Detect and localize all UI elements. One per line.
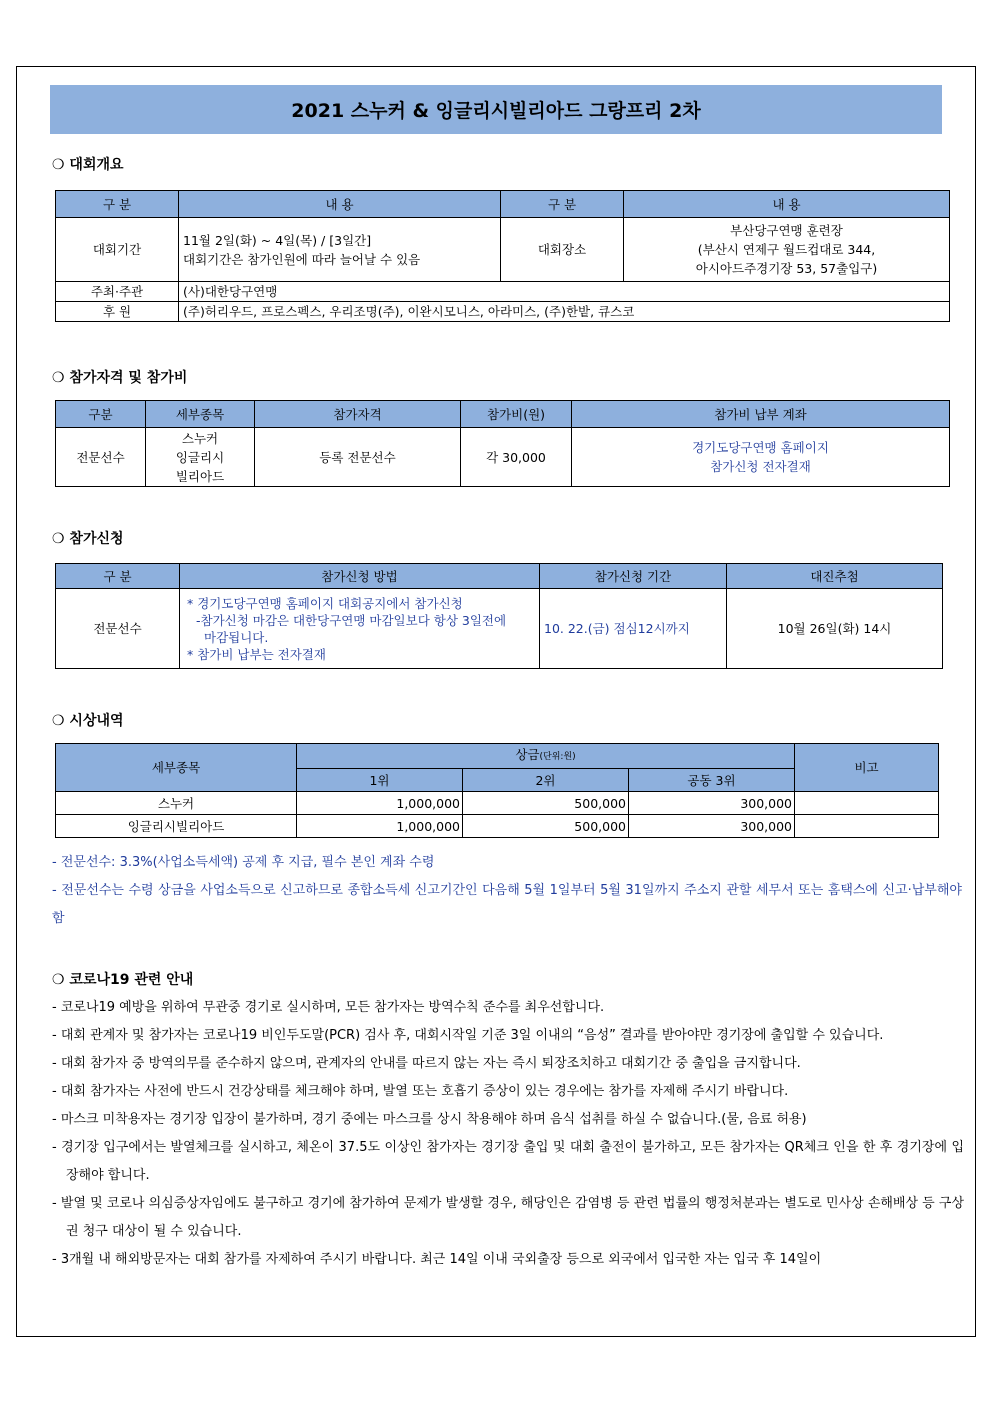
prize-second: 500,000 [463, 815, 629, 838]
document-title: 2021 스누커 & 잉글리시빌리아드 그랑프리 2차 [50, 85, 942, 134]
overview-heading: ❍ 대회개요 [52, 157, 124, 173]
payment-line: 경기도당구연맹 홈페이지 [692, 440, 829, 455]
eligibility-payment [572, 428, 950, 487]
eligibility-header-category: 구분 [56, 401, 146, 428]
covid-list [52, 994, 964, 1274]
prizes-header-note: 비고 [795, 744, 939, 792]
prize-unit: (단위:원) [539, 752, 576, 762]
prize-notes [52, 849, 962, 933]
registration-category: 전문선수 [56, 589, 180, 669]
period-line: 11월 2일(화) ~ 4일(목) / [3일간] [183, 232, 372, 248]
method-line: 마감됩니다. [204, 629, 269, 645]
list-item: - 경기장 입구에서는 발열체크를 실시하고, 체온이 37.5도 이상인 참가자는 경기장 출입 및 대회 출전이 불가하고, 모든 참가자는 QR체크 인을 한 후 경기장에 입장해야 합니다. [52, 1140, 964, 1183]
event-line: 잉글리시 [175, 449, 225, 465]
registration-header-draw: 대진추첨 [727, 564, 943, 589]
venue-value [624, 218, 950, 282]
event-line: 스누커 [181, 430, 219, 446]
registration-table [55, 563, 943, 669]
venue-line: 부산당구연맹 훈련장 [730, 223, 843, 238]
list-item: - 발열 및 코로나 의심증상자임에도 불구하고 경기에 참가하여 문제가 발생할 경우, 해당인은 감염병 등 관련 법률의 행정처분과는 별도로 민사상 손해배상 등 구상권 청구 대상이 될 수 있습니다. [52, 1196, 964, 1239]
registration-header-method: 참가신청 방법 [180, 564, 540, 589]
sponsor-value: (주)허리우드, 프로스펙스, 우리조명(주), 이완시모니스, 아라미스, (주)한밭, 큐스코 [179, 302, 950, 322]
venue-line: 아시아드주경기장 53, 57출입구) [695, 261, 878, 276]
table-row [56, 792, 939, 815]
eligibility-header-payment: 참가비 납부 계좌 [572, 401, 950, 428]
prize-third: 300,000 [629, 815, 795, 838]
overview-header-category: 구 분 [56, 191, 179, 218]
method-line: * 경기도당구연맹 홈페이지 대회공지에서 참가신청 [187, 595, 463, 611]
prize-first: 1,000,000 [297, 815, 463, 838]
list-item: - 3개월 내 해외방문자는 대회 참가를 자제하여 주시기 바랍니다. 최근 14일 이내 국외출장 등으로 외국에서 입국한 자는 입국 후 14일이 [52, 1252, 822, 1267]
list-item: - 대회 참가자 중 방역의무를 준수하지 않으며, 관계자의 안내를 따르지 않는 자는 즉시 퇴장조치하고 대회기간 중 출입을 금지합니다. [52, 1056, 801, 1071]
method-line: -참가신청 마감은 대한당구연맹 마감일보다 항상 3일전에 [196, 612, 507, 628]
prizes-heading: ❍ 시상내역 [52, 713, 124, 729]
venue-line: (부산시 연제구 월드컵대로 344, [697, 242, 876, 257]
prize-second: 500,000 [463, 792, 629, 815]
rank-header-third: 공동 3위 [629, 769, 795, 792]
prize-note-line: - 전문선수는 수령 상금을 사업소득으로 신고하므로 종합소득세 신고기간인 다음해 5월 1일부터 5월 31일까지 주소지 관할 세무서 또는 홈택스에 신고·납부해야 함 [52, 883, 962, 926]
overview-header-category-2: 구 분 [501, 191, 624, 218]
eligibility-fee: 각 30,000 [461, 428, 572, 487]
prize-note [795, 815, 939, 838]
period-label: 대회기간 [56, 218, 179, 282]
covid-heading: ❍ 코로나19 관련 안내 [52, 972, 194, 988]
eligibility-header-fee: 참가비(원) [461, 401, 572, 428]
list-item: - 대회 참가자는 사전에 반드시 건강상태를 체크해야 하며, 발열 또는 호흡기 증상이 있는 경우에는 참가를 자제해 주시기 바랍니다. [52, 1084, 789, 1099]
venue-label: 대회장소 [501, 218, 624, 282]
prizes-header-prize [297, 744, 795, 769]
eligibility-qualification: 등록 전문선수 [255, 428, 461, 487]
list-item: - 코로나19 예방을 위하여 무관중 경기로 실시하며, 모든 참가자는 방역수칙 준수를 최우선합니다. [52, 1000, 605, 1015]
registration-draw: 10월 26일(화) 14시 [727, 589, 943, 669]
eligibility-events [146, 428, 255, 487]
period-value [179, 218, 501, 282]
list-item: - 마스크 미착용자는 경기장 입장이 불가하며, 경기 중에는 마스크를 상시 착용해야 하며 음식 섭취를 하실 수 없습니다.(물, 음료 허용) [52, 1112, 807, 1127]
overview-header-content: 내 용 [179, 191, 501, 218]
prize-third: 300,000 [629, 792, 795, 815]
registration-heading: ❍ 참가신청 [52, 531, 124, 547]
registration-header-category: 구 분 [56, 564, 180, 589]
prizes-header-event: 세부종목 [56, 744, 297, 792]
eligibility-header-event: 세부종목 [146, 401, 255, 428]
prize-event: 스누커 [56, 792, 297, 815]
eligibility-heading: ❍ 참가자격 및 참가비 [52, 370, 188, 386]
prize-event: 잉글리시빌리아드 [56, 815, 297, 838]
registration-method [180, 589, 540, 669]
rank-header-first: 1위 [297, 769, 463, 792]
eligibility-header-qualification: 참가자격 [255, 401, 461, 428]
event-line: 빌리아드 [175, 468, 225, 484]
rank-header-second: 2위 [463, 769, 629, 792]
method-line: * 참가비 납부는 전자결재 [187, 646, 326, 662]
prize-header-label: 상금 [515, 747, 540, 762]
overview-header-content-2: 내 용 [624, 191, 950, 218]
table-row [56, 815, 939, 838]
sponsor-label: 후 원 [56, 302, 179, 322]
eligibility-table [55, 400, 950, 487]
payment-line: 참가신청 전자결재 [710, 459, 811, 474]
host-value: (사)대한당구연맹 [179, 282, 950, 302]
prize-first: 1,000,000 [297, 792, 463, 815]
prize-note-line: - 전문선수: 3.3%(사업소득세액) 공제 후 지급, 필수 본인 계좌 수령 [52, 855, 435, 870]
prize-note [795, 792, 939, 815]
list-item: - 대회 관계자 및 참가자는 코로나19 비인두도말(PCR) 검사 후, 대회시작일 기준 3일 이내의 “음성” 결과를 받아야만 경기장에 출입할 수 있습니다. [52, 1028, 884, 1043]
overview-table [55, 190, 950, 322]
host-label: 주최·주관 [56, 282, 179, 302]
period-line: 대회기간은 참가인원에 따라 늘어날 수 있음 [183, 251, 421, 267]
eligibility-category: 전문선수 [56, 428, 146, 487]
registration-header-period: 참가신청 기간 [540, 564, 727, 589]
registration-period: 10. 22.(금) 점심12시까지 [540, 589, 727, 669]
prizes-table [55, 743, 939, 838]
